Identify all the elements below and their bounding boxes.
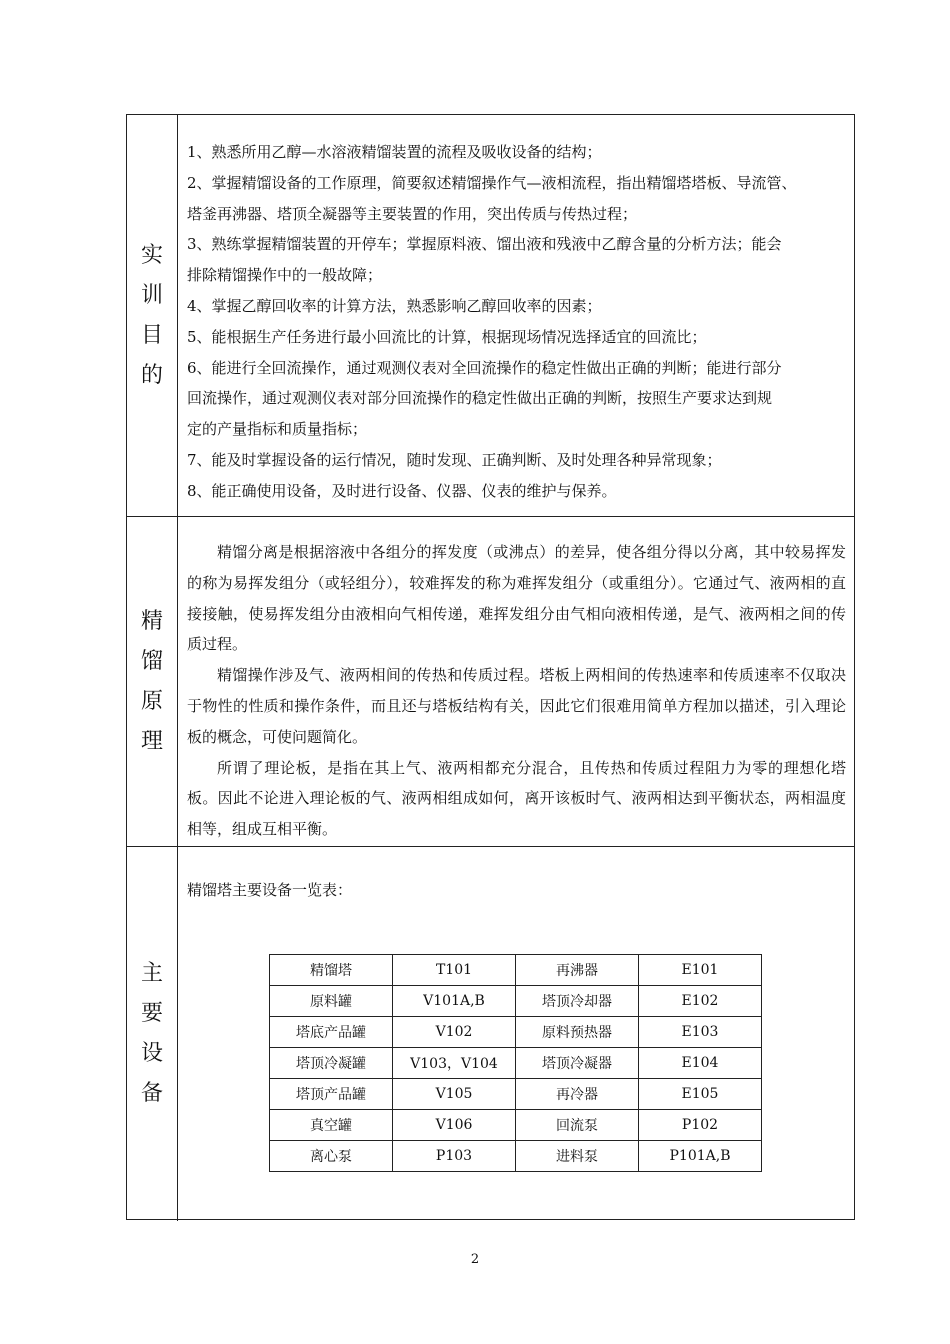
list-item: 7、能及时掌握设备的运行情况，随时发现、正确判断、及时处理各种异常现象； bbox=[187, 450, 722, 469]
section-objectives bbox=[127, 115, 854, 517]
list-item: 塔釜再沸器、塔顶全凝器等主要装置的作用，突出传质与传热过程； bbox=[187, 204, 638, 223]
list-item: 定的产量指标和质量指标； bbox=[187, 420, 368, 439]
list-item: 3、熟练掌握精馏装置的开停车；掌握原料液、馏出液和残液中乙醇含量的分析方法；能会 bbox=[187, 235, 782, 254]
list-item: 2、掌握精馏设备的工作原理，简要叙述精馏操作气—液相流程，指出精馏塔塔板、导流管、 bbox=[187, 173, 797, 192]
heading-char: 要 bbox=[140, 1001, 163, 1026]
list-item: 回流操作，通过观测仪表对部分回流操作的稳定性做出正确的判断，按照生产要求达到规 bbox=[187, 389, 773, 408]
equipment-table bbox=[269, 954, 762, 1172]
table-row bbox=[270, 955, 762, 986]
table-cell: 真空罐 bbox=[270, 1110, 393, 1141]
heading-char: 原 bbox=[140, 688, 163, 714]
table-row bbox=[270, 986, 762, 1017]
table-row bbox=[270, 1017, 762, 1048]
table-cell: P102 bbox=[639, 1110, 762, 1141]
table-cell: 塔顶产品罐 bbox=[270, 1079, 393, 1110]
heading-char: 精 bbox=[140, 608, 163, 634]
table-cell: E103 bbox=[639, 1017, 762, 1048]
table-cell: E104 bbox=[639, 1048, 762, 1079]
table-cell: 原料预热器 bbox=[516, 1017, 639, 1048]
table-row bbox=[270, 1079, 762, 1110]
heading-char: 理 bbox=[140, 728, 163, 754]
table-cell: E102 bbox=[639, 986, 762, 1017]
table-cell: 塔顶冷却器 bbox=[516, 986, 639, 1017]
table-cell: V103，V104 bbox=[393, 1048, 516, 1079]
objectives-list bbox=[187, 137, 846, 516]
table-cell: P103 bbox=[393, 1141, 516, 1172]
list-item: 6、能进行全回流操作，通过观测仪表对全回流操作的稳定性做出正确的判断；能进行部分 bbox=[187, 358, 782, 377]
table-cell: 再沸器 bbox=[516, 955, 639, 986]
equipment-content bbox=[187, 875, 846, 1221]
table-cell: 精馏塔 bbox=[270, 955, 393, 986]
table-cell: E105 bbox=[639, 1079, 762, 1110]
heading-char: 的 bbox=[140, 362, 163, 388]
section-principle bbox=[127, 517, 854, 847]
section-equipment bbox=[127, 847, 854, 1221]
table-cell: P101A,B bbox=[639, 1141, 762, 1172]
section-heading bbox=[127, 517, 178, 846]
heading-char: 备 bbox=[140, 1081, 163, 1106]
table-cell: 再冷器 bbox=[516, 1079, 639, 1110]
table-row bbox=[270, 1048, 762, 1079]
heading-char: 训 bbox=[140, 282, 163, 308]
table-cell: 原料罐 bbox=[270, 986, 393, 1017]
table-cell: 塔底产品罐 bbox=[270, 1017, 393, 1048]
heading-char: 主 bbox=[140, 961, 163, 986]
section-heading bbox=[127, 115, 178, 516]
table-cell: V102 bbox=[393, 1017, 516, 1048]
list-item: 4、掌握乙醇回收率的计算方法，熟悉影响乙醇回收率的因素； bbox=[187, 296, 602, 315]
table-cell: 进料泵 bbox=[516, 1141, 639, 1172]
table-cell: 离心泵 bbox=[270, 1141, 393, 1172]
page-number: 2 bbox=[470, 1252, 480, 1267]
list-item: 排除精馏操作中的一般故障； bbox=[187, 266, 383, 285]
paragraph: 精馏操作涉及气、液两相间的传热和传质过程。塔板上两相间的传热速率和传质速率不仅取决于物性的性质和操作条件，而且还与塔板结构有关，因此它们很难用简单方程加以描述，引入理论板的概念，可使问题简化。 bbox=[187, 666, 846, 746]
heading-char: 实 bbox=[140, 242, 163, 268]
table-cell: 塔顶冷凝罐 bbox=[270, 1048, 393, 1079]
section-heading bbox=[127, 847, 178, 1221]
principle-text bbox=[187, 537, 846, 846]
paragraph: 所谓了理论板，是指在其上气、液两相都充分混合，且传热和传质过程阻力为零的理想化塔板。因此不论进入理论板的气、液两相组成如何，离开该板时气、液两相达到平衡状态，两相温度相等，组成互相平衡。 bbox=[187, 758, 846, 839]
table-cell: E101 bbox=[639, 955, 762, 986]
table-cell: 回流泵 bbox=[516, 1110, 639, 1141]
table-row bbox=[270, 1110, 762, 1141]
paragraph: 精馏分离是根据溶液中各组分的挥发度（或沸点）的差异，使各组分得以分离，其中较易挥发的称为易挥发组分（或轻组分），较难挥发的称为难挥发组分（或重组分）。它通过气、液两相的直接接触，使易挥发组分由液相向气相传递，难挥发组分由气相向液相传递，是气、液两相之间的传质过程。 bbox=[187, 543, 846, 654]
list-item: 5、能根据生产任务进行最小回流比的计算，根据现场情况选择适宜的回流比； bbox=[187, 327, 707, 346]
heading-char: 设 bbox=[140, 1041, 163, 1066]
table-cell: T101 bbox=[393, 955, 516, 986]
heading-char: 馏 bbox=[140, 648, 163, 674]
table-cell: V105 bbox=[393, 1079, 516, 1110]
form-table bbox=[126, 114, 855, 1220]
list-item: 1、熟悉所用乙醇—水溶液精馏装置的流程及吸收设备的结构； bbox=[187, 143, 602, 161]
list-item: 8、能正确使用设备，及时进行设备、仪器、仪表的维护与保养。 bbox=[187, 481, 617, 500]
table-cell: V106 bbox=[393, 1110, 516, 1141]
table-cell: V101A,B bbox=[393, 986, 516, 1017]
table-cell: 塔顶冷凝器 bbox=[516, 1048, 639, 1079]
heading-char: 目 bbox=[140, 322, 163, 348]
equipment-intro: 精馏塔主要设备一览表： bbox=[187, 881, 353, 899]
table-row bbox=[270, 1141, 762, 1172]
